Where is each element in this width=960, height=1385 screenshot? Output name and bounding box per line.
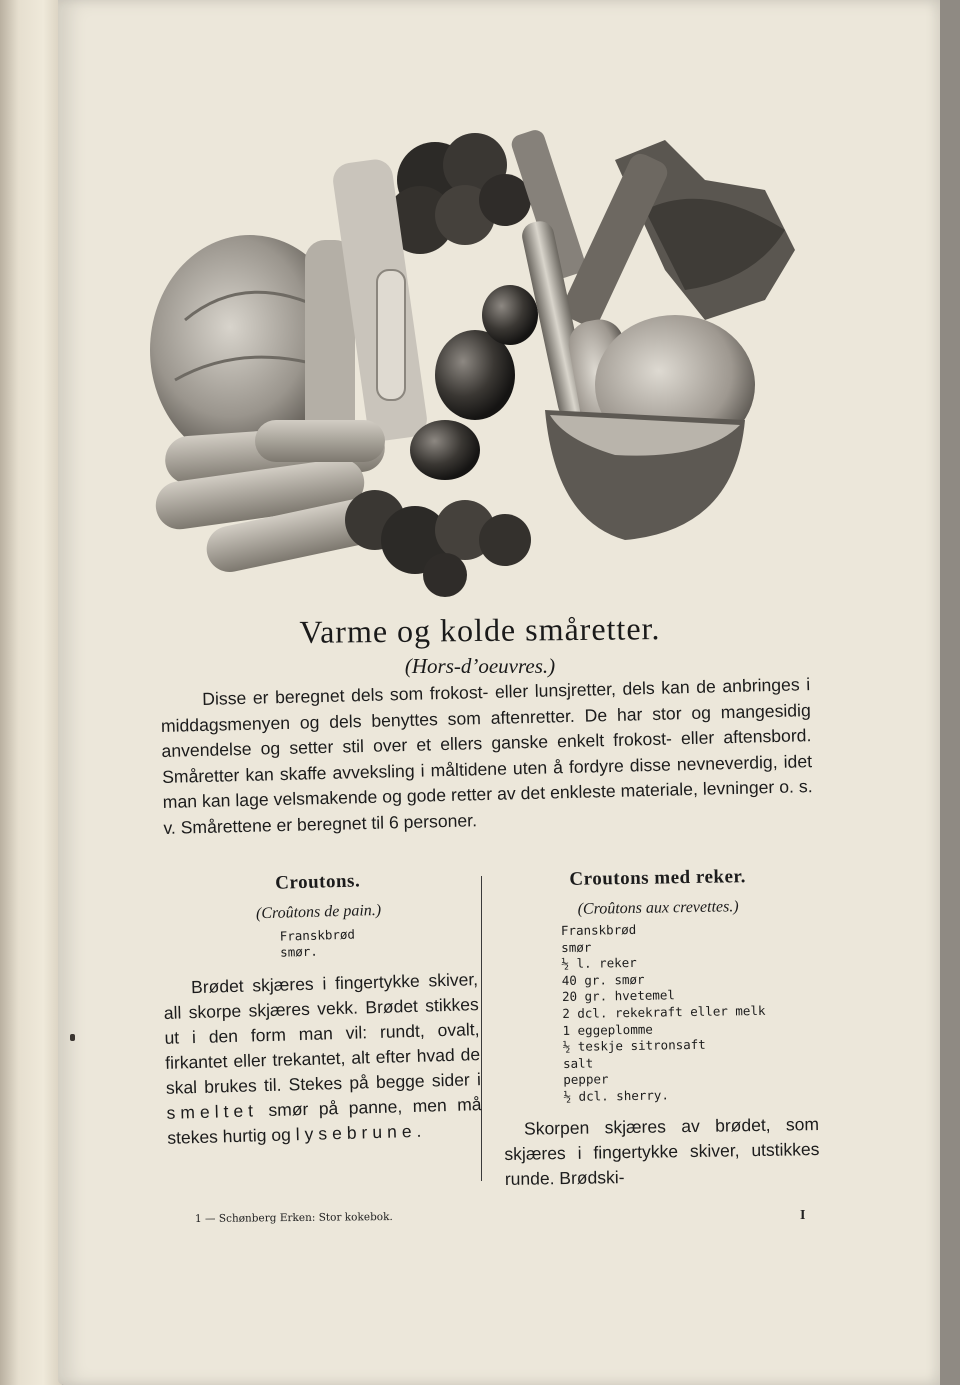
- vegetable-illustration: [145, 120, 805, 600]
- recipe-croutons-shrimp: [500, 865, 820, 1191]
- instructions-text: smør på panne, men må stekes hurtig og: [167, 1094, 482, 1148]
- recipe-title: Croutons.: [274, 870, 361, 894]
- ingredient-item: pepper: [563, 1071, 609, 1088]
- tomato-front: [410, 420, 480, 480]
- ingredient-item: Franskbrød: [560, 921, 637, 939]
- ingredient-item: ½ teskje sitronsaft: [562, 1036, 706, 1055]
- book-spine: [0, 0, 62, 1385]
- section-title: Varme og kolde småretter.: [299, 610, 661, 650]
- recipe-subtitle: (Croûtons de pain.): [255, 901, 382, 923]
- recipe-instructions: [163, 967, 483, 1151]
- ingredient-item: 1 eggeplomme: [562, 1021, 653, 1038]
- parsley-bottom: [345, 490, 531, 597]
- ingredient-item: salt: [562, 1055, 594, 1071]
- recipe-croutons: [160, 867, 483, 1151]
- recipe-subtitle: (Croûtons aux crevettes.): [577, 898, 739, 918]
- page-number: I: [800, 1208, 806, 1223]
- tomato-small: [482, 285, 538, 345]
- ingredient-item: 20 gr. hvetemel: [561, 987, 675, 1005]
- ingredient-item: ½ l. reker: [561, 955, 637, 972]
- ingredient-list: [280, 923, 478, 960]
- ingredient-item: ½ dcl. sherry.: [563, 1087, 670, 1104]
- section-subtitle: (Hors-d’oeuvres.): [404, 654, 556, 678]
- parsley-top: [386, 133, 531, 254]
- instructions-text: Skorpen skjæres av brødet, som skjæres i fingertykke skiver, utstikkes runde. Brødski-: [504, 1113, 820, 1189]
- corn-kernels: [377, 270, 405, 400]
- page-footer: 1 — Schønberg Erken: Stor kokebok.: [194, 1210, 393, 1226]
- ingredient-item: 2 dcl. rekekraft eller melk: [562, 1002, 766, 1022]
- instructions-text: .: [416, 1120, 422, 1141]
- intro-paragraph: [160, 672, 814, 841]
- ingredient-item: Franskbrød: [279, 926, 356, 944]
- ingredient-item: 40 gr. smør: [561, 971, 645, 988]
- ingredient-item: smør: [561, 939, 592, 955]
- recipe-title: Croutons med reker.: [569, 866, 747, 890]
- emphasis-text: smeltet: [166, 1100, 259, 1123]
- ingredient-list: [561, 919, 819, 1106]
- intro-text: Disse er beregnet dels som frokost- eller lunsjretter, dels kan de anbringes i middagsmenyen og dels benyttes som aftenretter. De har stor og mangesidig anvendelse og setter stil over et ellers ganske enkelt frokost- eller aftensbord. Småretter kan skaffe avveksling i måltidene uten å fordyre disse nevneverdig, idet man kan lage velsmakende og gode retter av det enkleste materiale, levninger o. s. v. Smårettene er beregnet til 6 personer.: [160, 674, 813, 838]
- emphasis-text: lysebrune: [295, 1120, 417, 1145]
- ingredient-item: smør.: [279, 943, 319, 960]
- ink-speck: [70, 1034, 75, 1041]
- recipe-instructions: [504, 1112, 820, 1192]
- instructions-text: Brødet skjæres i fingertykke skiver, all skorpe skjæres vekk. Brødet stikkes ut i den form man vil: rundt, ovalt, firkantet eller trekantet, alt efter hvad de skal brukes til. Stekes på begge sider i: [163, 969, 482, 1098]
